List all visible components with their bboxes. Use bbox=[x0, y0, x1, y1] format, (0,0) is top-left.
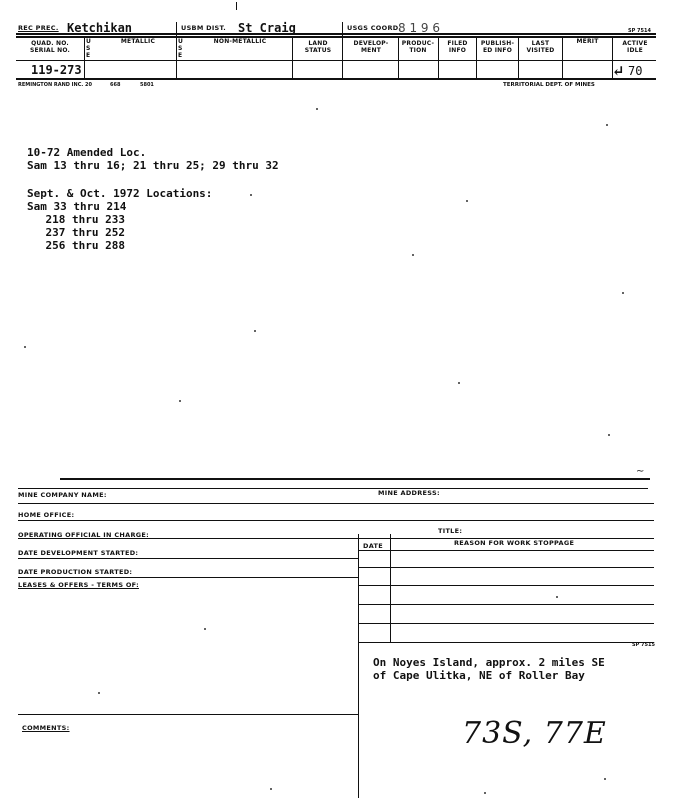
col-merit: MERIT bbox=[576, 38, 599, 45]
date-development-started-label: DATE DEVELOPMENT STARTED: bbox=[18, 549, 139, 557]
active-idle-value: 70 bbox=[628, 64, 643, 78]
home-office-label: HOME OFFICE: bbox=[18, 511, 75, 519]
date-production-started-label: DATE PRODUCTION STARTED: bbox=[18, 568, 133, 576]
note-line-3: Sept. & Oct. 1972 Locations: bbox=[27, 187, 213, 200]
use-code-s-2: S bbox=[178, 45, 183, 52]
comments-label: COMMENTS: bbox=[22, 724, 70, 732]
use-code-e-2: E bbox=[178, 52, 183, 59]
location-note-line-2: of Cape Ulitka, NE of Roller Bay bbox=[373, 669, 585, 682]
mine-company-name-label: MINE COMPANY NAME: bbox=[18, 491, 107, 499]
department-name: TERRITORIAL DEPT. OF MINES bbox=[503, 82, 595, 88]
printer-code-1: 668 bbox=[110, 82, 121, 88]
mine-address-label: MINE ADDRESS: bbox=[378, 489, 440, 497]
use-code-s: S bbox=[86, 45, 91, 52]
note-line-6: 237 thru 252 bbox=[19, 226, 125, 239]
col-active-idle: ACTIVE IDLE bbox=[622, 40, 648, 54]
col-last-visited: LAST VISITED bbox=[526, 40, 555, 54]
col-metallic: METALLIC bbox=[120, 38, 156, 45]
note-line-7: 256 thru 288 bbox=[19, 239, 125, 252]
col-production: PRODUC-TION bbox=[401, 40, 435, 54]
col-non-metallic: NON-METALLIC bbox=[213, 38, 267, 45]
note-line-5: 218 thru 233 bbox=[19, 213, 125, 226]
note-line-2: Sam 13 thru 16; 21 thru 25; 29 thru 32 bbox=[27, 159, 279, 172]
col-serial-label: SERIAL NO. bbox=[29, 47, 71, 54]
col-development: DEVELOP-MENT bbox=[353, 40, 389, 54]
usbm-dist-label: USBM DIST. bbox=[181, 24, 227, 32]
use-code-e: E bbox=[86, 52, 91, 59]
active-idle-mark: ↵ bbox=[612, 62, 625, 80]
handwritten-coordinates: 73S, 77E bbox=[462, 716, 607, 751]
use-code-u: U bbox=[86, 38, 92, 45]
date-header: DATE bbox=[363, 542, 383, 550]
usgs-coord-value: 8 1 9 6 bbox=[398, 21, 440, 35]
operating-official-label: OPERATING OFFICIAL IN CHARGE: bbox=[18, 531, 150, 539]
printer-name: REMINGTON RAND INC. 20 bbox=[18, 82, 92, 88]
col-use-codes-2 bbox=[178, 38, 186, 59]
col-use-codes bbox=[86, 38, 94, 59]
note-line-4: Sam 33 thru 214 bbox=[27, 200, 127, 213]
location-note-line-1: On Noyes Island, approx. 2 miles SE bbox=[373, 656, 605, 669]
form-number-2: SP 7515 bbox=[632, 642, 655, 648]
note-line-1: 10-72 Amended Loc. bbox=[27, 146, 147, 159]
col-quad-serial bbox=[18, 40, 82, 54]
use-code-u-2: U bbox=[178, 38, 184, 45]
printer-code-2: 5801 bbox=[140, 82, 154, 88]
col-published-info: PUBLISH-ED INFO bbox=[480, 40, 515, 54]
usgs-coord-label: USGS COORD. bbox=[347, 24, 402, 32]
col-land-status: LAND STATUS bbox=[304, 40, 332, 54]
reason-header: REASON FOR WORK STOPPAGE bbox=[454, 539, 575, 547]
form-number: SP 7514 bbox=[628, 28, 651, 34]
quad-serial-value: 119-273 bbox=[31, 63, 82, 77]
rec-prec-value: Ketchikan bbox=[67, 21, 133, 35]
usbm-dist-value: St Craig bbox=[238, 21, 296, 35]
col-quad-label: QUAD. NO. bbox=[31, 40, 69, 47]
rec-prec-label: REC PREC. bbox=[18, 24, 59, 32]
title-label: TITLE: bbox=[438, 527, 463, 535]
col-filed-info: FILED INFO bbox=[447, 40, 468, 54]
leases-offers-label: LEASES & OFFERS - TERMS OF: bbox=[18, 581, 139, 589]
